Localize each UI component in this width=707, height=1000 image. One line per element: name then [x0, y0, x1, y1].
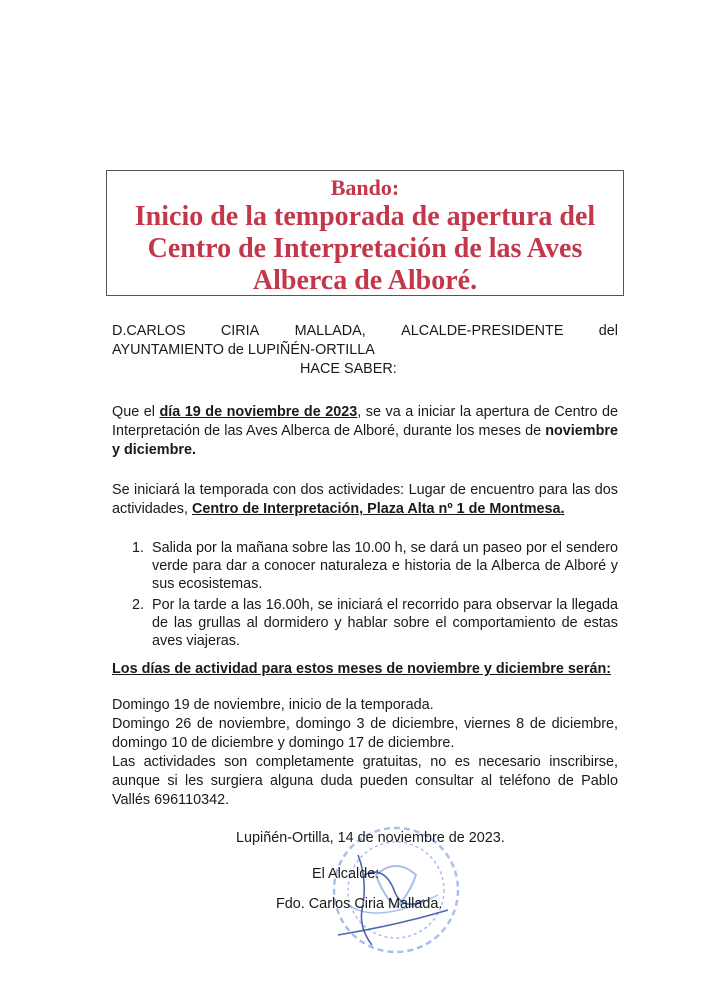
- title-box: [106, 170, 624, 296]
- intro-word: MALLADA,: [294, 323, 366, 339]
- list-item-2-line-3: aves viajeras.: [152, 633, 240, 649]
- list-item-2-line-1: Por la tarde a las 16.00h, se iniciará el recorrido para observar la llegada: [152, 597, 618, 613]
- para1-line-2: [112, 423, 618, 441]
- meeting-place: Centro de Interpretación, Plaza Alta nº 1 de Montmesa.: [192, 501, 565, 517]
- days-heading: Los días de actividad para estos meses de noviembre y diciembre serán:: [112, 661, 612, 677]
- title-line-1: Inicio de la temporada de apertura del: [134, 201, 596, 232]
- list-item-1-line-2: verde para dar a conocer naturaleza e historia de la Alberca de Alboré y: [152, 558, 618, 574]
- intro-word: CIRIA: [220, 323, 260, 339]
- signature-name: Fdo. Carlos Ciria Mallada.: [276, 896, 443, 912]
- para1-text: Que el: [112, 404, 160, 420]
- para2-line-1: Se iniciará la temporada con dos actividades: Lugar de encuentro para las dos: [112, 482, 618, 498]
- list-number: 2.: [132, 597, 145, 613]
- days-line-4: Las actividades son completamente gratuitas, no es necesario inscribirse,: [112, 754, 618, 770]
- para1-line-1: [112, 404, 618, 422]
- para1-line-3: y diciembre.: [112, 442, 196, 458]
- start-date: día 19 de noviembre de 2023: [159, 404, 358, 420]
- days-line-3: domingo 10 de diciembre y domingo 17 de diciembre.: [112, 735, 455, 751]
- days-line-1: Domingo 19 de noviembre, inicio de la temporada.: [112, 697, 434, 713]
- para2-line-2: [112, 501, 565, 519]
- list-item-1-line-3: sus ecosistemas.: [152, 576, 263, 592]
- days-line-6: Vallés 696110342.: [112, 792, 230, 808]
- title-line-3: Alberca de Alboré.: [252, 265, 478, 296]
- para1-text: , se va a iniciar la apertura de Centro de: [357, 404, 618, 420]
- days-line-2: Domingo 26 de noviembre, domingo 3 de diciembre, viernes 8 de diciembre,: [112, 716, 618, 732]
- intro-line-1: [112, 323, 618, 341]
- para2-text: actividades,: [112, 501, 192, 517]
- signature-role: El Alcalde:: [312, 866, 380, 882]
- days-line-5: aunque si les surgiera alguna duda pueden consultar al teléfono de Pablo: [112, 773, 618, 789]
- intro-word: del: [598, 323, 618, 339]
- bando-label: Bando:: [330, 175, 400, 200]
- intro-word: D.CARLOS: [112, 323, 186, 339]
- place-date: Lupiñén-Ortilla, 14 de noviembre de 2023.: [236, 830, 505, 846]
- months-bold: noviembre: [545, 423, 618, 439]
- title-line-2: Centro de Interpretación de las Aves: [147, 233, 583, 264]
- intro-line-2: AYUNTAMIENTO de LUPIÑÉN-ORTILLA: [112, 342, 375, 358]
- list-item-2-line-2: de las grullas al dormidero y hablar sobre el comportamiento de estas: [152, 615, 618, 631]
- list-number: 1.: [132, 540, 145, 556]
- hace-saber: HACE SABER:: [300, 361, 397, 377]
- intro-word: ALCALDE-PRESIDENTE: [401, 323, 564, 339]
- para1-text: Interpretación de las Aves Alberca de Alboré, durante los meses de: [112, 423, 546, 439]
- list-item-1-line-1: Salida por la mañana sobre las 10.00 h, se dará un paseo por el sendero: [152, 540, 618, 556]
